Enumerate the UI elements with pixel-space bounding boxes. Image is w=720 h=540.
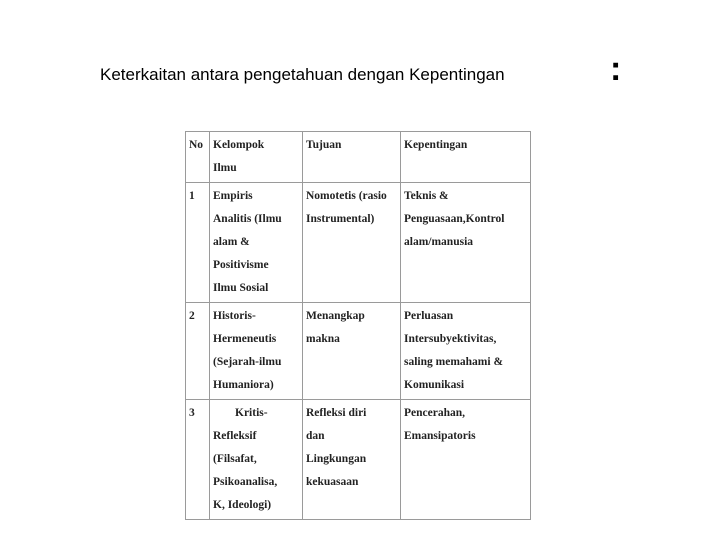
knowledge-interest-table-image xyxy=(185,131,530,511)
cell-kepentingan: Teknis & Penguasaan,Kontrol alam/manusia xyxy=(401,183,531,303)
knowledge-interest-table xyxy=(185,131,531,520)
cell-kepentingan: Pencerahan, Emansipatoris xyxy=(401,400,531,520)
cell-tujuan: Refleksi diri dan Lingkungan kekuasaan xyxy=(303,400,401,520)
table-row xyxy=(186,400,531,520)
cell-tujuan: Menangkap makna xyxy=(303,303,401,400)
cell-kepentingan: Perluasan Intersubyektivitas, saling memahami & Komunikasi xyxy=(401,303,531,400)
header-no: No xyxy=(186,132,210,183)
table-row xyxy=(186,183,531,303)
header-kelompok-ilmu: Kelompok Ilmu xyxy=(210,132,303,183)
cell-no: 1 xyxy=(186,183,210,303)
header-kepentingan: Kepentingan xyxy=(401,132,531,183)
title-colon: : xyxy=(610,50,622,88)
cell-no: 3 xyxy=(186,400,210,520)
cell-kelompok-ilmu: Kritis- Refleksif (Filsafat, Psikoanalisa, K, Ideologi) xyxy=(210,400,303,520)
cell-no: 2 xyxy=(186,303,210,400)
cell-tujuan: Nomotetis (rasio Instrumental) xyxy=(303,183,401,303)
header-tujuan: Tujuan xyxy=(303,132,401,183)
table-header-row xyxy=(186,132,531,183)
slide-title: Keterkaitan antara pengetahuan dengan Kepentingan xyxy=(100,65,505,84)
cell-kelompok-ilmu: Empiris Analitis (Ilmu alam & Positivisme Ilmu Sosial xyxy=(210,183,303,303)
table-row xyxy=(186,303,531,400)
cell-kelompok-ilmu: Historis- Hermeneutis (Sejarah-ilmu Humaniora) xyxy=(210,303,303,400)
